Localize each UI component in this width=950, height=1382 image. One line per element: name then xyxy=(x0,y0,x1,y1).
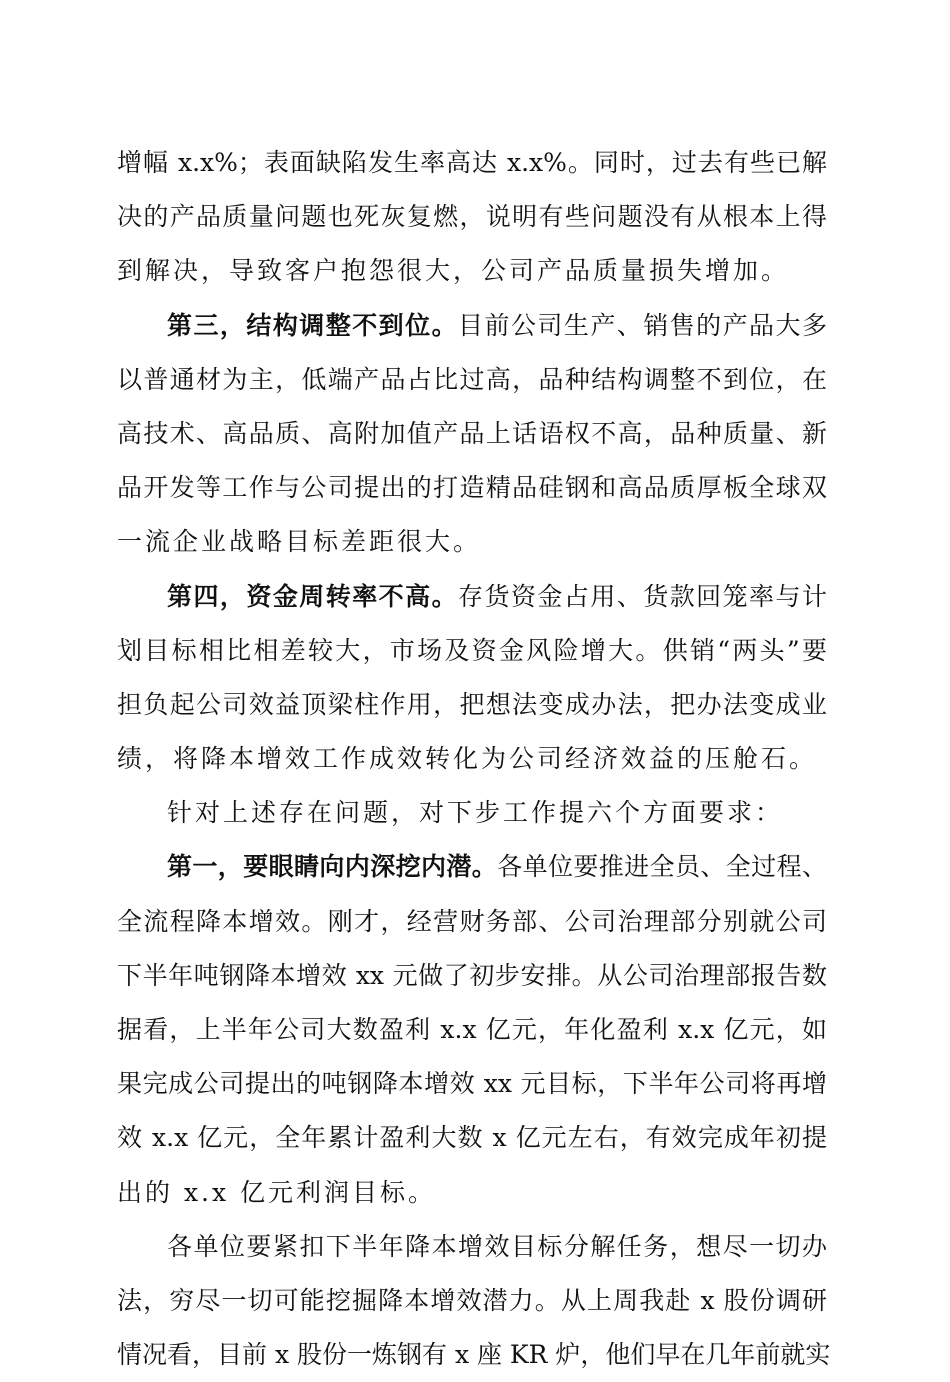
text-line xyxy=(117,732,827,786)
line-text: 绩，将降本增效工作成效转化为公司经济效益的压舱石。 xyxy=(117,744,818,774)
line-text: 划目标相比相差较大，市场及资金风险增大。供销“两头”要 xyxy=(117,635,827,665)
line-text: 担负起公司效益顶梁柱作用，把想法变成办法，把办法变成业 xyxy=(117,689,827,719)
text-line xyxy=(117,678,827,732)
line-text: 决的产品质量问题也死灰复燃，说明有些问题没有从根本上得 xyxy=(117,202,827,232)
text-line xyxy=(117,895,827,949)
text-line xyxy=(117,949,827,1003)
line-text: 到解决，导致客户抱怨很大，公司产品质量损失增加。 xyxy=(117,256,790,286)
text-line xyxy=(117,136,827,190)
line-text: 全流程降本增效。刚才，经营财务部、公司治理部分别就公司 xyxy=(117,906,827,936)
line-text: 品开发等工作与公司提出的打造精品硅钢和高品质厚板全球双 xyxy=(117,473,827,503)
text-line xyxy=(117,1111,827,1165)
line-text: 各单位要紧扣下半年降本增效目标分解任务，想尽一切办 xyxy=(167,1231,827,1261)
text-line xyxy=(117,299,827,353)
section-heading: 第三，结构调整不到位。 xyxy=(167,310,459,340)
text-line xyxy=(117,840,827,894)
line-text: 下半年吨钢降本增效 xx 元做了初步安排。从公司治理部报告数 xyxy=(117,960,827,990)
text-line xyxy=(117,624,827,678)
line-text: 针对上述存在问题，对下步工作提六个方面要求： xyxy=(167,798,784,828)
text-line xyxy=(117,1057,827,1111)
text-line xyxy=(117,407,827,461)
text-line xyxy=(117,353,827,407)
text-line xyxy=(117,515,827,569)
text-line xyxy=(117,190,827,244)
section-heading: 第四，资金周转率不高。 xyxy=(167,581,459,611)
line-text: 增幅 x.x%；表面缺陷发生率高达 x.x%。同时，过去有些已解 xyxy=(117,148,827,177)
text-line xyxy=(117,461,827,515)
line-text: 各单位要推进全员、全过程、 xyxy=(497,852,827,882)
line-text: 目前公司生产、销售的产品大多 xyxy=(458,310,827,340)
line-text: 存货资金占用、货款回笼率与计 xyxy=(458,581,827,611)
line-text: 法，穷尽一切可能挖掘降本增效潜力。从上周我赴 x 股份调研 xyxy=(117,1285,827,1315)
text-line xyxy=(117,1166,827,1220)
line-text: 出的 x.x 亿元利润目标。 xyxy=(117,1177,437,1207)
section-heading: 第一，要眼睛向内深挖内潜。 xyxy=(167,852,498,882)
text-line xyxy=(117,1220,827,1274)
text-line xyxy=(117,244,827,298)
text-line xyxy=(117,1274,827,1328)
line-text: 果完成公司提出的吨钢降本增效 xx 元目标，下半年公司将再增 xyxy=(117,1069,827,1099)
line-text: 效 x.x 亿元，全年累计盈利大数 x 亿元左右，有效完成年初提 xyxy=(117,1123,827,1153)
line-text: 以普通材为主，低端产品占比过高，品种结构调整不到位，在 xyxy=(117,364,827,394)
document-body xyxy=(117,136,831,1382)
text-line xyxy=(117,570,827,624)
text-line xyxy=(117,1328,831,1382)
text-line xyxy=(117,1003,827,1057)
line-text: 高技术、高品质、高附加值产品上话语权不高，品种质量、新 xyxy=(117,418,827,448)
line-text: 情况看，目前 x 股份一炼钢有 x 座 KR 炉，他们早在几年前就实 xyxy=(117,1340,831,1370)
text-line xyxy=(117,786,827,840)
line-text: 据看，上半年公司大数盈利 x.x 亿元，年化盈利 x.x 亿元，如 xyxy=(117,1015,827,1044)
line-text: 一流企业战略目标差距很大。 xyxy=(117,527,482,557)
